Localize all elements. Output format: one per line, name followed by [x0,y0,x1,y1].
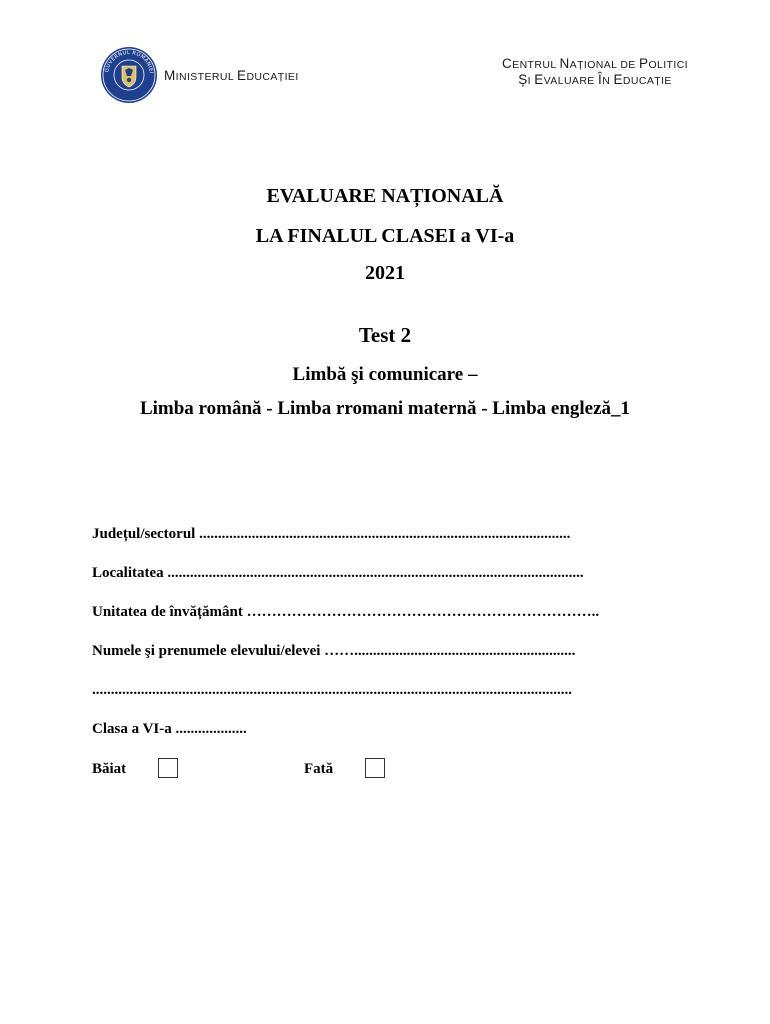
ministry-name: MINISTERUL EDUCAȚIEI [164,67,299,83]
center-name-line2: ȘI EVALUARE ÎN EDUCAȚIE [518,72,672,87]
student-name-continuation-field[interactable]: ................................................................................................................................ [92,682,572,698]
subject-languages: Limba română - Limba rromani maternă - Limba engleză_1 [139,398,631,419]
county-field[interactable]: Județul/sectorul ................................................................................................... [92,526,571,542]
government-seal-icon [100,46,158,104]
locality-field[interactable]: Localitatea ............................................................................................................... [92,565,584,581]
boy-checkbox[interactable] [158,758,178,778]
center-header [502,56,688,87]
girl-label: Fată [304,761,334,777]
exam-subtitle: LA FINALUL CLASEI a VI-a [255,225,515,247]
school-field[interactable]: Unitatea de învățământ …………………………………………………………….. [92,604,600,620]
exam-title: EVALUARE NAȚIONALĂ [266,185,504,207]
svg-text:GUVERNUL ROMÂNIEI: GUVERNUL ROMÂNIEI [104,49,154,74]
girl-checkbox[interactable] [365,758,385,778]
boy-label: Băiat [92,761,127,777]
ministry-header [100,46,299,104]
subject-title: Limbă şi comunicare – [292,364,478,385]
center-name-line1: CENTRUL NAȚIONAL DE POLITICI [502,56,688,71]
gender-selection [92,758,412,782]
class-field[interactable]: Clasa a VI-a ................... [92,721,247,737]
student-name-field[interactable]: Numele şi prenumele elevului/elevei ……........................................................... [92,643,576,659]
exam-year: 2021 [365,262,405,284]
test-number: Test 2 [358,323,412,347]
